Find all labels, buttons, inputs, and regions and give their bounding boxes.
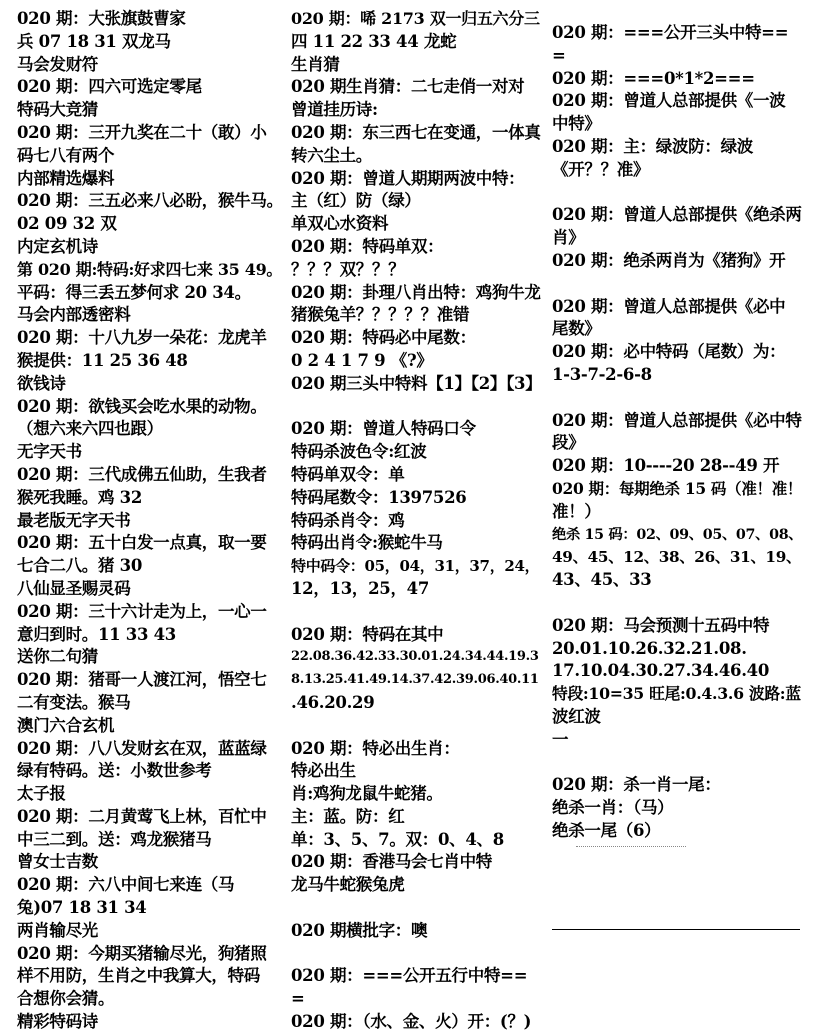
text-line: 020 期：特码必中尾数： [291, 328, 476, 348]
text-line: 生肖猜 [291, 54, 340, 74]
blank-line [552, 182, 804, 205]
text-line: 送你二句猜 [17, 647, 99, 667]
text-line: 020 期：曾道人总部提供《必中 [552, 296, 786, 316]
text-line: 特必出生 [291, 761, 356, 781]
text-line: 8.13.25.41.49.14.37.42.39.06.40.11 [291, 672, 539, 688]
text-line: 12，13，25，47 [291, 578, 430, 598]
blank-line [291, 943, 543, 966]
text-line: 特码大竞猜 [17, 100, 99, 120]
text-line: 22.08.36.42.33.30.01.24.34.44.19.3 [291, 649, 539, 665]
text-line: 020 期：欲钱买会吃水果的动物。 [17, 396, 267, 416]
text-line: 主：蓝。防：红 [291, 806, 405, 826]
text-line: 单双心水资料 [291, 214, 389, 234]
text-line: .46.20.29 [291, 692, 375, 712]
blank-line [552, 752, 804, 775]
text-line: 020 期：（水、金、火）开：(？) [291, 1012, 532, 1032]
text-line: 020 期：曾道人总部提供《必中特 [552, 410, 802, 430]
blank-line [291, 715, 543, 738]
text-line: 肖》 [552, 228, 585, 248]
text-line: 020 期：八八发财玄在双，蓝蓝绿 [17, 738, 267, 758]
text-line: 020 期：三五必来八必盼，猴牛马。 [17, 191, 283, 211]
text-line: 马会内部透密料 [17, 305, 131, 325]
text-line: 020 期生肖猜：二七走俏一对对 [291, 77, 525, 97]
text-line: 绝杀 15 码：02、09、05、07、08、 [552, 526, 803, 543]
text-line: 020 期：杀一肖一尾： [552, 775, 721, 795]
text-line: 第 020 期:特码:好求四七来 35 49。 [17, 259, 283, 279]
text-line: 020 期：三代成佛五仙助，生我者 [17, 464, 267, 484]
text-line: 020 期：今期买猪输尽光，狗猪照 [17, 943, 267, 963]
text-line: 转六尘土。 [291, 145, 373, 165]
text-line: 段》 [552, 433, 585, 453]
text-line: 肖:鸡狗龙鼠牛蛇猪。 [291, 784, 443, 804]
text-line: 绝杀一尾（6） [552, 820, 661, 840]
text-line: 中三二到。送：鸡龙猴猪马 [17, 829, 212, 849]
text-line: 猴提供：11 25 36 48 [17, 350, 188, 370]
text-line: 曾道挂历诗: [291, 100, 378, 120]
text-line: 020 期：绝杀两肖为《猪狗》开 [552, 250, 786, 270]
text-line: 0 2 4 1 7 9 《?》 [291, 350, 433, 370]
text-line: 太子报 [17, 784, 66, 804]
blank-line [552, 592, 804, 615]
blank-line [291, 396, 543, 419]
text-line: 样不用防，生肖之中我算大，特码 [17, 966, 261, 986]
text-line: 主（红）防（绿） [291, 191, 421, 211]
text-line: 02 09 32 双 [17, 214, 117, 234]
text-line: 020 期：每期绝杀 15 码（准！准！ [552, 478, 803, 498]
text-line: 四 11 22 33 44 龙蛇 [291, 31, 457, 51]
text-line: 020 期：必中特码（尾数）为： [552, 342, 786, 362]
text-line: 马会发财符 [17, 54, 99, 74]
text-line: 020 期：特必出生肖： [291, 738, 460, 758]
text-line: 尾数》 [552, 319, 601, 339]
text-line: 特段:10=35 旺尾:0.4.3.6 波路:蓝 [552, 684, 801, 704]
text-line: 无字天书 [17, 442, 82, 462]
text-line: 精彩特码诗 [17, 1012, 99, 1032]
text-line: 020 期：卦理八肖出特：鸡狗牛龙 [291, 282, 541, 302]
blank-line [291, 601, 543, 624]
text-line: 平码：得三丢五梦何求 20 34。 [17, 282, 251, 302]
text-line: 码七八有两个 [17, 145, 115, 165]
text-line: 意归到时。11 33 43 [17, 624, 176, 644]
text-line: 绝杀一肖：（马） [552, 798, 674, 818]
text-line: 020 期：马会预测十五码中特 [552, 615, 770, 635]
text-line: 七合二八。猪 30 [17, 556, 143, 576]
right-column [552, 22, 804, 843]
text-line: 波红波 [552, 706, 601, 726]
text-line: 《开？？准》 [552, 159, 650, 179]
text-line: 020 期：三十六计走为上，一心一 [17, 601, 267, 621]
text-line: 020 期：曾道人期期两波中特： [291, 168, 525, 188]
text-line: 17.10.04.30.27.34.46.40 [552, 661, 770, 681]
text-line: 猪猴兔羊？？？？？准错 [291, 305, 470, 325]
text-line: 特码出肖令:猴蛇牛马 [291, 533, 443, 553]
text-line: 特码杀波色令:红波 [291, 442, 427, 462]
text-line: 澳门六合玄机 [17, 715, 115, 735]
text-line: 合想你会猜。 [17, 989, 115, 1009]
text-line: 准！） [552, 501, 601, 521]
text-line: 43、45、33 [552, 570, 652, 590]
middle-column [291, 8, 543, 1034]
text-line: 最老版无字天书 [17, 510, 131, 530]
text-line: 020 期：五十白发一点真，取一要 [17, 533, 267, 553]
text-line: 内部精选爆料 [17, 168, 115, 188]
blank-line [552, 273, 804, 296]
bottom-divider [552, 929, 800, 930]
text-line: = [552, 45, 566, 65]
text-line: 龙马牛蛇猴兔虎 [291, 875, 405, 895]
text-line: 020 期：唏 2173 双一归五六分三 [291, 9, 540, 28]
text-line: 绿有特码。送：小数世参考 [17, 761, 212, 781]
text-line: 猴死我睡。鸡 32 [17, 487, 143, 507]
text-line: 020 期：曾道人总部提供《一波 [552, 91, 786, 111]
text-line: 020 期：三开九奖在二十（敢）小 [17, 122, 267, 142]
text-line: 欲钱诗 [17, 373, 66, 393]
text-line: 曾女士吉数 [17, 852, 99, 872]
text-line: 020 期：曾道人特码口令 [291, 419, 476, 439]
text-line: 八仙显圣赐灵码 [17, 578, 131, 598]
text-line: 020 期：大张旗鼓曹家 [17, 9, 186, 28]
text-line: 020 期横批字：噢 [291, 920, 428, 940]
text-line: = [291, 989, 305, 1009]
text-line: 020 期三头中特料【1】【2】【3】 [291, 373, 542, 393]
text-line: 特中码令：05，04，31，37，24， [291, 557, 540, 576]
blank-line [291, 897, 543, 920]
blank-line [552, 387, 804, 410]
text-line: ？？？双？？？ [291, 259, 405, 279]
text-line: 兵 07 18 31 双龙马 [17, 31, 171, 51]
text-line: 内定玄机诗 [17, 236, 99, 256]
text-line: 1-3-7-2-6-8 [552, 364, 652, 384]
text-line: 020 期：特码在其中 [291, 624, 444, 644]
text-line: 020 期：四六可选定零尾 [17, 77, 202, 97]
text-line: （想六来六四也跟） [17, 419, 163, 439]
left-column [17, 8, 285, 1034]
text-line: 020 期：猪哥一人渡江河，悟空七 [17, 670, 267, 690]
text-line: 特码尾数令：1397526 [291, 487, 467, 507]
text-line: 20.01.10.26.32.21.08. [552, 638, 747, 658]
text-line: 020 期：二月黄莺飞上林，百忙中 [17, 806, 267, 826]
text-line: 020 期：===公开三头中特== [552, 23, 789, 42]
text-line: 020 期：六八中间七来连（马 [17, 875, 235, 895]
text-line: 020 期：香港马会七肖中特 [291, 852, 492, 872]
text-line: 020 期：十八九岁一朵花：龙虎羊 [17, 328, 267, 348]
text-line: 020 期：10----20 28--49 开 [552, 456, 780, 476]
text-line: 020 期：曾道人总部提供《绝杀两 [552, 205, 802, 225]
text-line: 特码杀肖令：鸡 [291, 510, 405, 530]
text-line: 49、45、12、38、26、31、19、 [552, 548, 802, 567]
text-line: 二有变法。猴马 [17, 692, 131, 712]
text-line: 020 期：===公开五行中特== [291, 966, 528, 986]
text-line: 020 期：东三西七在变通，一体真 [291, 122, 541, 142]
text-line: 单：3、5、7。双：0、4、8 [291, 829, 504, 849]
text-line: 020 期：特码单双： [291, 236, 444, 256]
text-line: 020 期：主：绿波防：绿波 [552, 136, 753, 156]
text-line: 020 期：===0*1*2=== [552, 68, 755, 88]
text-line: 两肖输尽光 [17, 920, 99, 940]
text-line: 一 [552, 729, 569, 749]
text-line: 兔)07 18 31 34 [17, 898, 147, 918]
faint-dots [576, 846, 686, 850]
text-line: 中特》 [552, 114, 601, 134]
text-line: 特码单双令：单 [291, 464, 405, 484]
